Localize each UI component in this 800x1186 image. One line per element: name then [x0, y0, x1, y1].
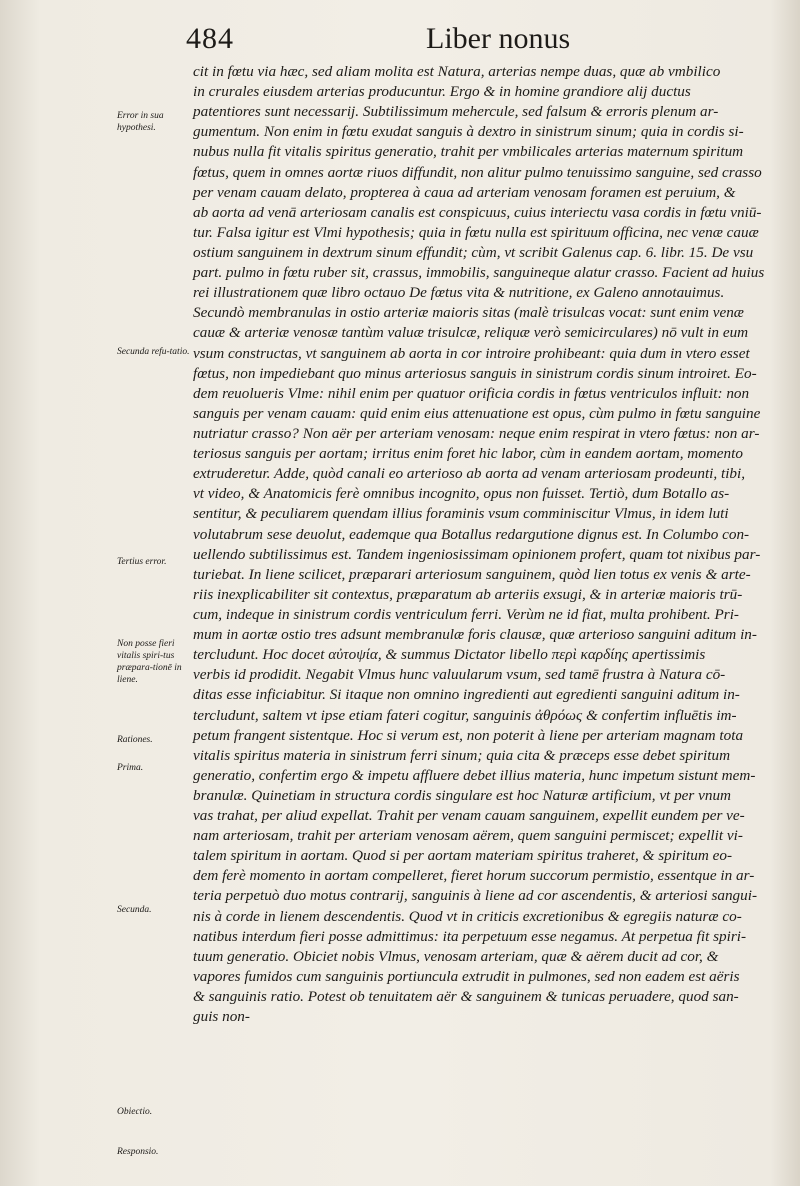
text-line: mum in aortæ ostio tres adsunt membranulæ foris clausæ, quæ arterioso sanguini aditum in-: [193, 626, 757, 644]
marginal-note-secunda-refutatio: Secunda refu-tatio.: [117, 347, 190, 357]
text-line: fœtus, quem in omnes aortæ riuos diffundit, non alitur pulmo tenuissimo sanguine, sed crasso: [193, 163, 762, 181]
text-line: vsum constructas, vt sanguinem ab aorta in cor introire prohibeant: quia dum in vtero esset: [193, 344, 750, 362]
text-line: extruderetur. Adde, quòd canali eo arterioso ab aorta ad venam arteriosam prodeunti, tibi,: [193, 465, 746, 483]
text-line: vitalis spiritus materia in sinistrum ferri sinum; quia cita & præceps esse debet spiritum: [193, 746, 731, 764]
text-line: natibus interdum fieri posse admittimus: ita perpetuum esse negamus. At perpetua fit spiri-: [193, 927, 747, 945]
text-line: vapores fumidos cum sanguinis portiuncula extrudit in pulmones, sed non eadem est aëris: [193, 967, 740, 985]
text-line: guis non-: [193, 1008, 250, 1026]
text-line: Secundò membranulas in ostio arteriæ maioris sitas (malè trisulcas vocat: sunt enim venæ: [193, 304, 744, 322]
text-line: sentitur, & peculiarem quendam illius foraminis vsum comminiscitur Vlmus, in idem luti: [193, 505, 729, 523]
text-line: dem reuolueris Vlme: nihil enim per quatuor orificia cordis in fœtus ventriculos influit: non: [193, 384, 750, 402]
text-line: ostium sanguinem in dextrum sinum effundit; cùm, vt scribit Galenus cap. 6. libr. 15. De vsu: [193, 243, 754, 261]
text-line: fœtus, non impediebant quo minus arteriosus sanguis in sinistrum cordis sinum introiret. Eo-: [193, 364, 757, 382]
text-line: cauæ & arteriæ venosæ tantùm valuæ trisulcæ, reliquæ verò semicirculares) nō vult in eum: [193, 324, 749, 342]
text-line: gumentum. Non enim in fœtu exudat sanguis à dextro in sinistrum sinum; quia in cordis si-: [193, 123, 744, 141]
page-header: [180, 18, 580, 62]
running-title: Liber nonus: [426, 22, 571, 55]
text-line: nubus nulla fit vitalis spiritus generatio, trahit per vmbilicales arterias maternum spiritum: [193, 143, 744, 161]
text-line: nutriatur crasso? Non aër per arteriam venosam: neque enim respirat in vtero fœtus: non ar-: [193, 424, 760, 442]
text-line: per venam cauam delato, propterea à caua ad arteriam venosam foramen est peruium, &: [193, 183, 736, 201]
text-line: verbis id prodidit. Negabit Vlmus hunc valuularum vsum, sed tamē frustra à Natura cō-: [193, 666, 726, 684]
page-number: 484: [186, 22, 234, 55]
text-line: riis inexplicabiliter sit contextus, præparatum ab arteriis exsugi, & in arteriæ maioris trū-: [193, 585, 743, 603]
text-line: uellendo subtilissimus est. Tandem ingeniosissimam opinionem profert, quam tot nixibus par-: [193, 545, 761, 563]
text-line: patentiores sunt necessarij. Subtilissimum mehercule, sed falsum & erroris plenum ar-: [193, 103, 719, 121]
main-text-block: [193, 62, 768, 1027]
marginal-note-non-posse: Non posse fieri vitalis spiri-tus præpara-tionē in liene.: [117, 639, 182, 685]
text-line: & sanguinis ratio. Potest ob tenuitatem aër & sanguinem & tunicas peruadere, quod san-: [193, 988, 739, 1006]
text-line: sanguis per venam cauam: quid enim eius attenuatione est opus, cùm pulmo in fœtu sanguine: [193, 404, 761, 422]
marginal-note-prima: Prima.: [117, 763, 144, 773]
text-line: vt video, & Anatomicis ferè omnibus incognito, opus non fuisset. Tertiò, dum Botallo as-: [193, 485, 730, 503]
text-line: turiebat. In liene scilicet, præparari arteriosum sanguinem, quòd lien totus ex venis & arte-: [193, 565, 751, 583]
text-line: ab aorta ad venā arteriosam canalis est conspicuus, cuius interiectu vasa cordis in fœtu vniū-: [193, 203, 762, 221]
marginal-note-responsio: Responsio.: [117, 1147, 159, 1157]
marginal-note-tertius-error: Tertius error.: [117, 557, 167, 567]
text-line: in crurales eiusdem arterias producuntur. Ergo & in homine grandiore alij ductus: [193, 83, 691, 101]
text-line: branulæ. Quinetiam in structura cordis singulare est hoc Naturæ artificium, vt per vnum: [193, 786, 732, 804]
text-line: cum, indeque in sinistrum cordis ventriculum ferri. Verùm ne id fiat, multa prohibent. Pri-: [193, 605, 739, 623]
text-line: part. pulmo in fœtu ruber sit, crassus, immobilis, sanguineque alatur crasso. Facient ad huius: [193, 264, 765, 282]
text-line: generatio, confertim ergo & impetu affluere debet illius materia, hunc impetum sistunt mem-: [193, 766, 756, 784]
text-line: ditas esse inficiabitur. Si itaque non omnino ingredienti aut egredienti sanguini aditum in-: [193, 686, 740, 704]
text-line: tercludunt, saltem vt ipse etiam fateri cogitur, sanguinis ἀθρόως & confertim influētis im-: [193, 706, 737, 724]
text-line: talem spiritum in aortam. Quod si per aortam materiam spiritus traheret, & spiritum eo-: [193, 847, 733, 865]
text-line: nam arteriosam, trahit per arteriam venosam aërem, quem sanguini permiscet; expellit vi-: [193, 827, 743, 845]
text-line: tuum generatio. Obiciet nobis Vlmus, venosam arteriam, quæ & aërem ducit ad cor, &: [193, 947, 719, 965]
text-line: tur. Falsa igitur est Vlmi hypothesis; quia in fœtu nulla est spirituum officina, nec venæ cauæ: [193, 223, 759, 241]
text-line: nis à corde in lienem descendentis. Quod vt in criticis excretionibus & egregiis naturæ co-: [193, 907, 742, 925]
text-line: teria perpetuò duo motus contrarij, sanguinis à liene ad cor ascendentis, & arteriosi sangui-: [193, 887, 758, 905]
text-line: petum frangent sistentque. Hoc si verum est, non poterit à liene per arteriam magnam tota: [193, 726, 744, 744]
text-line: teriosus sanguis per aortam; irritus enim foret hic labor, cùm in eandem aortam, momento: [193, 445, 743, 463]
text-line: tercludunt. Hoc docet αὐτοψία, & summus Dictator libello περὶ καρδίης apertissimis: [193, 646, 706, 664]
marginal-note-rationes: Rationes.: [117, 735, 153, 745]
text-line: cit in fœtu via hæc, sed aliam molita est Natura, arterias nempe duas, quæ ab vmbilico: [193, 63, 721, 80]
marginal-note-error: Error in sua hypothesi.: [117, 111, 164, 133]
marginal-note-secunda: Secunda.: [117, 905, 152, 915]
text-line: volutabrum sese deuolut, eademque qua Botallus redargutione dignus est. In Columbo con-: [193, 525, 750, 543]
marginal-note-obiectio: Obiectio.: [117, 1107, 153, 1117]
text-line: vas trahat, per aliud expellat. Trahit per venam cauam sanguinem, expellit eundem per ve-: [193, 807, 745, 825]
text-line: dem ferè momento in aortam compelleret, fieret horum succorum permistio, essentque in ar-: [193, 867, 755, 885]
text-line: rei illustrationem quæ libro octauo De fœtus vita & nutritione, ex Galeno annotauimus.: [193, 284, 725, 302]
